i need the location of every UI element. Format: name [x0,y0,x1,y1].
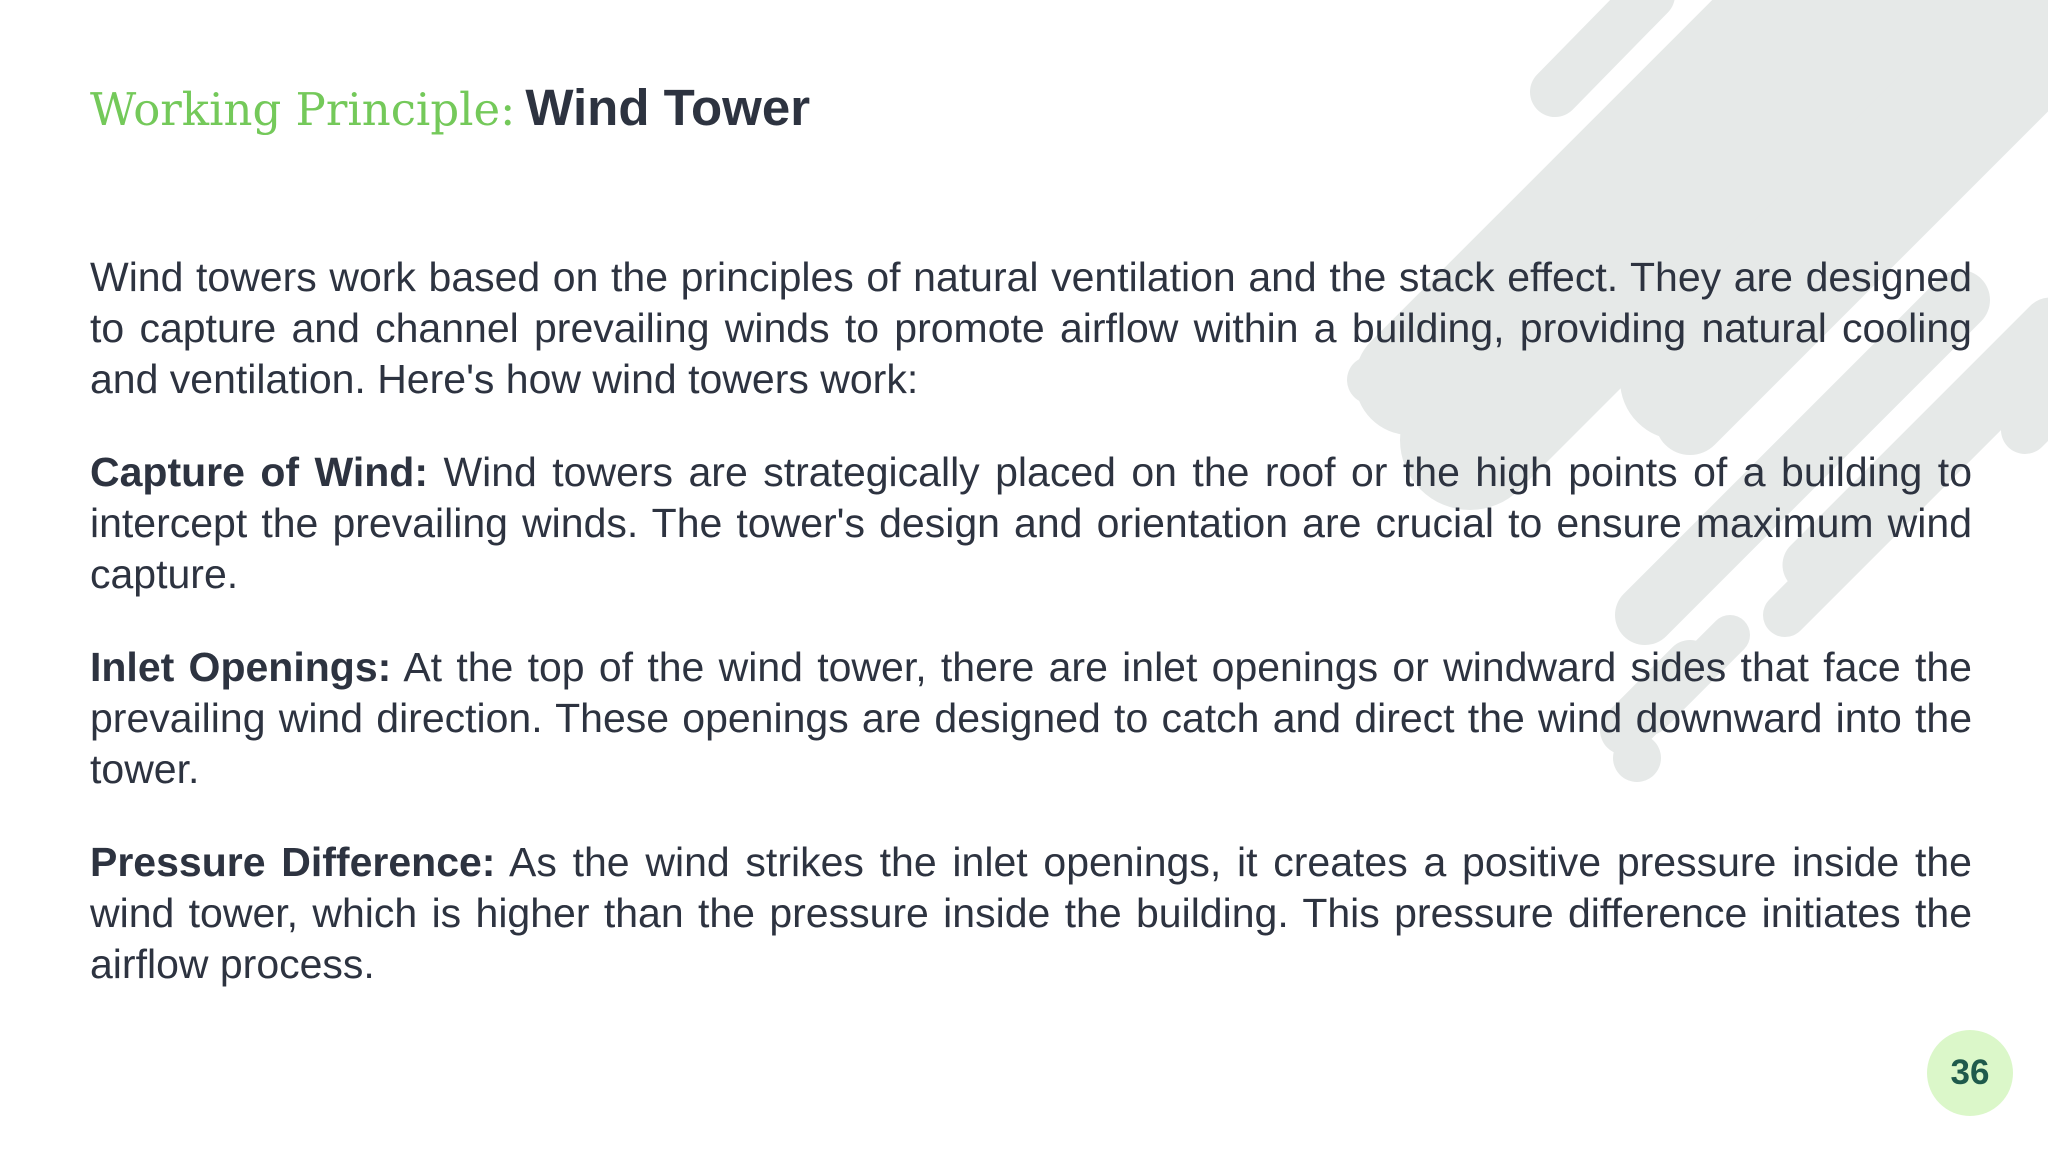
slide-title [90,78,810,137]
section-text: At the top of the wind tower, there are inlet openings or windward sides that face the prevailing wind direction. These openings are designed to catch and direct the wind downward into the tower. [90,644,1972,792]
intro-paragraph: Wind towers work based on the principles of natural ventilation and the stack effect. They are designed to capture and channel prevailing winds to promote airflow within a building, providing natural cooling and ventilation. Here's how wind towers work: [90,254,1972,402]
title-prefix: Working Principle: [90,83,516,136]
section-inlet-openings [90,642,1972,795]
section-capture-of-wind [90,447,1972,600]
section-text: Wind towers are strategically placed on the roof or the high points of a building to intercept the prevailing winds. The tower's design and orientation are crucial to ensure maximum wind capture. [90,449,1972,597]
section-text: As the wind strikes the inlet openings, it creates a positive pressure inside the wind tower, which is higher than the pressure inside the building. This pressure difference initiates the airflow process. [90,839,1972,987]
page-number-badge: 36 [1927,1030,2013,1116]
slide-body [90,252,1972,1032]
section-pressure-difference [90,837,1972,990]
section-heading: Capture of Wind: [90,449,428,495]
title-main: Wind Tower [525,79,811,136]
section-heading: Inlet Openings: [90,644,392,690]
section-heading: Pressure Difference: [90,839,496,885]
